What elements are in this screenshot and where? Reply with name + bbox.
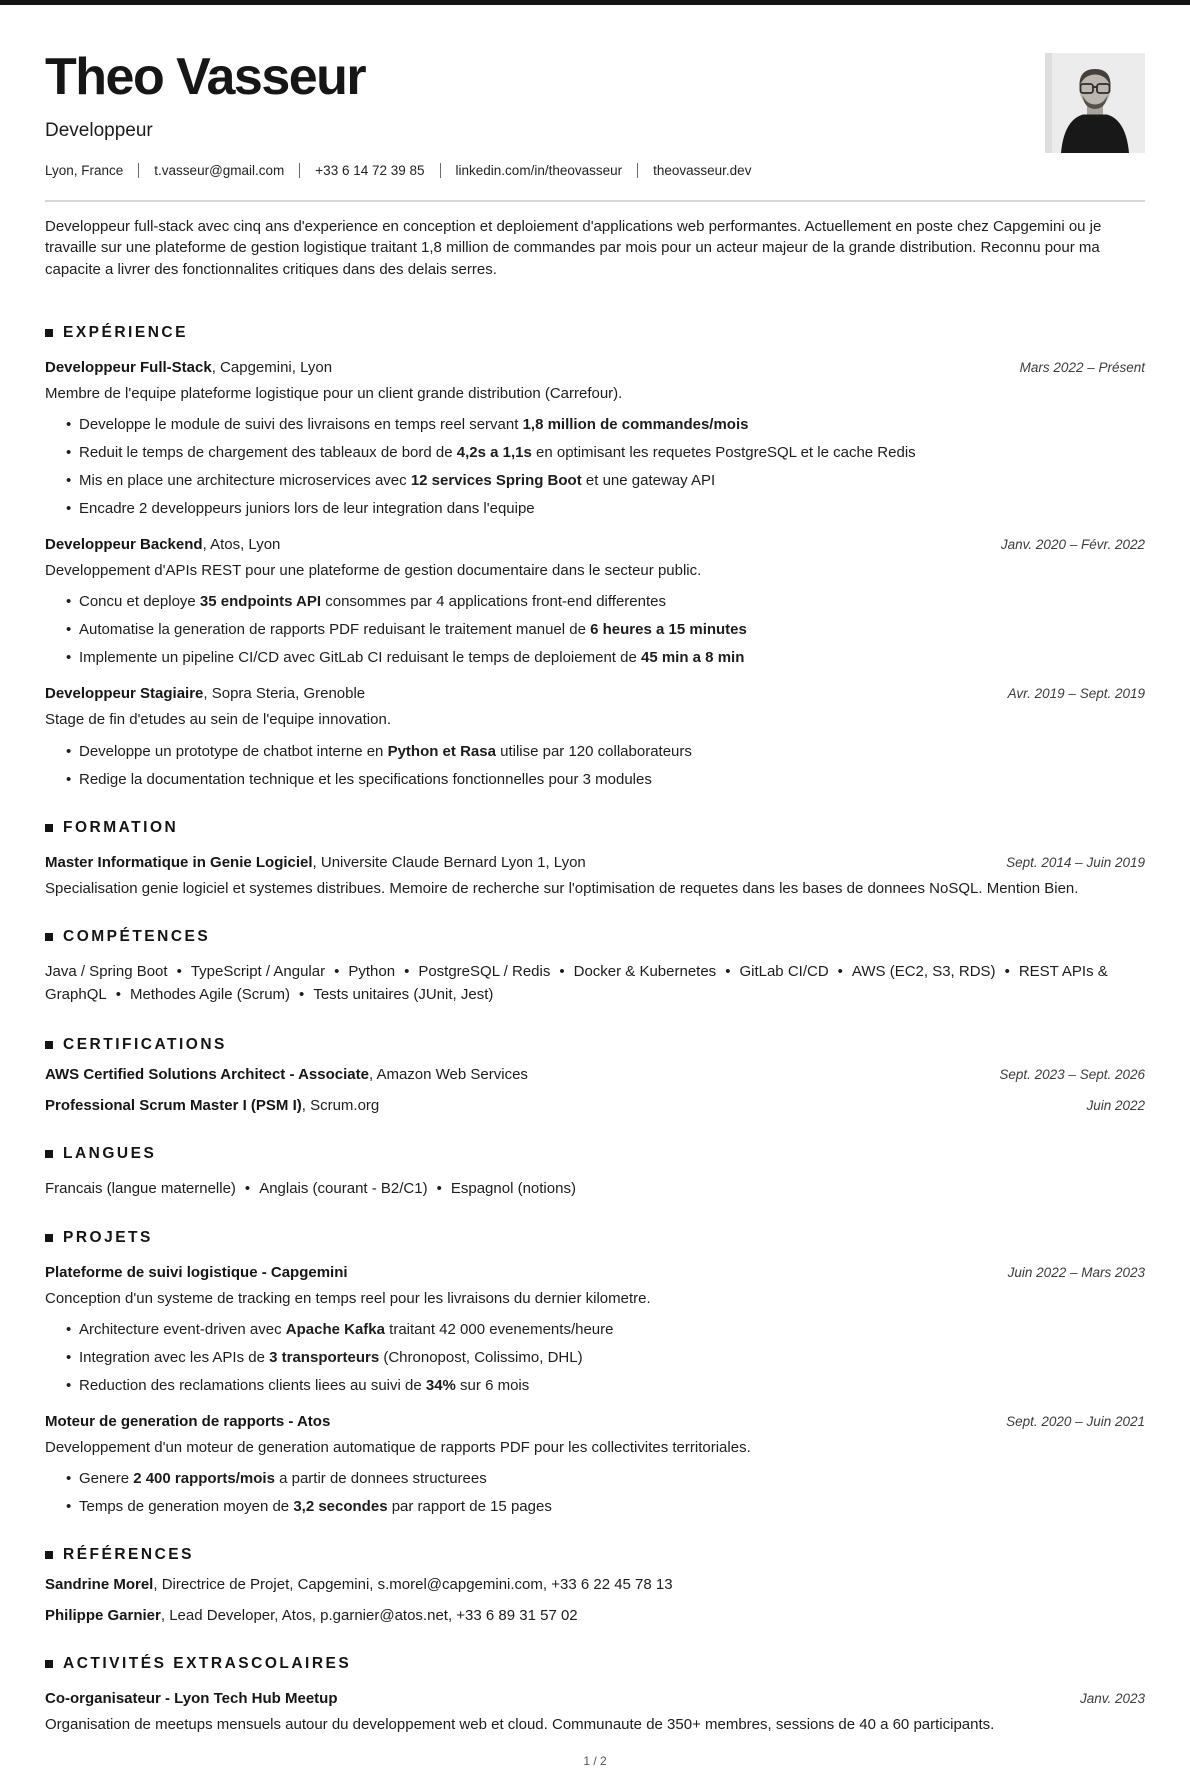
entry-date: Sept. 2023 – Sept. 2026: [999, 1066, 1145, 1082]
bullet-item: [45, 1347, 1145, 1368]
contact-item: theovasseur.dev: [653, 163, 752, 178]
section-projets: [45, 1229, 1145, 1518]
bullet-text: sur 6 mois: [455, 1377, 530, 1395]
resume-header: [45, 43, 1145, 178]
dot-separator: •: [436, 1179, 442, 1197]
dot-separator: •: [299, 986, 305, 1004]
dot-separator: •: [334, 963, 340, 981]
bullet-bold-text: 1,8 million de commandes/mois: [522, 416, 749, 434]
entry-subtitle: , Sopra Steria, Grenoble: [203, 685, 366, 703]
bullet-item: [45, 619, 1145, 640]
entry-title: [45, 683, 365, 704]
list-item: Tests unitaires (JUnit, Jest): [313, 986, 494, 1004]
section-heading-label: LANGUES: [63, 1144, 157, 1162]
bullet-bold-text: Apache Kafka: [285, 1321, 385, 1339]
entry-head: [45, 1262, 1145, 1283]
bullet-text: Temps de generation moyen de: [79, 1498, 294, 1516]
list-item: Methodes Agile (Scrum): [129, 986, 291, 1004]
entry-description: Membre de l'equipe plateforme logistique pour un client grande distribution (Carrefour).: [45, 384, 623, 402]
entry-head: [45, 1688, 1145, 1709]
entry-description: Stage de fin d'etudes au sein de l'equipe innovation.: [45, 711, 391, 729]
resume-entry: [45, 683, 1145, 789]
list-item: Docker & Kubernetes: [573, 963, 717, 981]
entry-title: [45, 1605, 578, 1626]
resume-entry: [45, 534, 1145, 668]
entry-title: [45, 1411, 330, 1432]
list-item: Francais (langue maternelle): [45, 1179, 236, 1197]
bullet-text: Developpe le module de suivi des livraisons en temps reel servant: [79, 416, 523, 434]
square-bullet-icon: [45, 1150, 53, 1158]
bullet-item: [45, 1468, 1145, 1489]
bullet-text: Implemente un pipeline CI/CD avec GitLab CI reduisant le temps de deploiement de: [79, 649, 641, 667]
header-text-block: [45, 43, 1045, 178]
bullet-text: en optimisant les requetes PostgreSQL et le cache Redis: [531, 444, 916, 462]
bullet-text: Genere: [79, 1470, 134, 1488]
resume-entry: [45, 1064, 1145, 1085]
list-item: TypeScript / Angular: [190, 963, 326, 981]
entry-title: [45, 357, 332, 378]
entry-date: Juin 2022: [1086, 1097, 1145, 1113]
bullet-text: et une gateway API: [581, 472, 716, 490]
entry-head: [45, 357, 1145, 378]
list-item: Anglais (courant - B2/C1): [259, 1179, 428, 1197]
entry-bullets: [45, 591, 1145, 668]
bullet-bold-text: 2 400 rapports/mois: [133, 1470, 275, 1488]
entry-head: [45, 1605, 1145, 1626]
bullet-text: Automatise la generation de rapports PDF reduisant le traitement manuel de: [79, 621, 591, 639]
square-bullet-icon: [45, 933, 53, 941]
entry-date: Juin 2022 – Mars 2023: [1007, 1264, 1145, 1280]
bullet-item: [45, 769, 1145, 790]
entry-title-main: Moteur de generation de rapports - Atos: [45, 1413, 331, 1431]
section-heading: [45, 1145, 1145, 1163]
bullet-text: par rapport de 15 pages: [387, 1498, 552, 1516]
list-item: REST APIs & GraphQL: [45, 963, 1108, 1004]
dot-separator: •: [837, 963, 843, 981]
entry-head: [45, 683, 1145, 704]
bullet-text: utilise par 120 collaborateurs: [495, 742, 692, 760]
bullet-item: [45, 414, 1145, 435]
entry-date: Mars 2022 – Présent: [1019, 359, 1145, 375]
contact-bar: [45, 163, 1045, 178]
section-heading: [45, 1229, 1145, 1247]
contact-separator: [138, 163, 139, 178]
entry-title: [45, 1262, 348, 1283]
square-bullet-icon: [45, 1660, 53, 1668]
entry-title: [45, 1064, 528, 1085]
section-certifications: [45, 1036, 1145, 1116]
resume-entry: [45, 1574, 1145, 1595]
entry-description: Developpement d'APIs REST pour une plateforme de gestion documentaire dans le secteur public.: [45, 562, 702, 580]
section-references: [45, 1546, 1145, 1626]
list-item: Espagnol (notions): [450, 1179, 576, 1197]
dot-separator: •: [404, 963, 410, 981]
section-heading-label: COMPÉTENCES: [63, 928, 211, 946]
bullet-bold-text: 6 heures a 15 minutes: [590, 621, 747, 639]
entry-subtitle: , Amazon Web Services: [368, 1065, 528, 1083]
entry-subtitle: , Lead Developer, Atos, p.garnier@atos.net, +33 6 89 31 57 02: [160, 1607, 578, 1625]
entry-date: Sept. 2014 – Juin 2019: [1006, 854, 1145, 870]
entry-subtitle: , Directrice de Projet, Capgemini, s.morel@capgemini.com, +33 6 22 45 78 13: [153, 1576, 673, 1594]
section-heading-label: ACTIVITÉS EXTRASCOLAIRES: [63, 1655, 352, 1673]
entry-head: [45, 1574, 1145, 1595]
entry-subtitle: , Universite Claude Bernard Lyon 1, Lyon: [312, 853, 586, 871]
competences-list: [45, 960, 1145, 1007]
entry-date: Sept. 2020 – Juin 2021: [1006, 1414, 1145, 1430]
section-competences: [45, 928, 1145, 1007]
person-role: Developpeur: [45, 120, 153, 141]
entry-bullets: [45, 1468, 1145, 1517]
bullet-text: (Chronopost, Colissimo, DHL): [379, 1349, 583, 1367]
resume-entry: [45, 357, 1145, 519]
contact-item: Lyon, France: [45, 163, 124, 178]
entry-title: [45, 1095, 379, 1116]
square-bullet-icon: [45, 1551, 53, 1559]
bullet-item: [45, 741, 1145, 762]
bullet-text: Developpe un prototype de chatbot interne en: [79, 742, 388, 760]
contact-item: +33 6 14 72 39 85: [315, 163, 425, 178]
section-heading: [45, 1655, 1145, 1673]
section-heading-label: CERTIFICATIONS: [63, 1035, 227, 1053]
section-experience: [45, 324, 1145, 790]
bullet-text: Redige la documentation technique et les specifications fonctionnelles pour 3 modules: [79, 770, 652, 788]
langues-list: [45, 1177, 1145, 1200]
section-heading-label: RÉFÉRENCES: [63, 1546, 194, 1564]
entry-head: [45, 534, 1145, 555]
entry-title-main: Philippe Garnier: [45, 1607, 161, 1625]
summary-paragraph: Developpeur full-stack avec cinq ans d'experience en conception et deploiement d'applications web performantes. Actuellement en poste chez Capgemini ou je travaille sur une plateforme de gestion logistique traitant 1,8 million de commandes par mois pour un acteur majeur de la grande distribution. Reconnu pour ma capacite a livrer des fonctionnalites critiques dans des delais serres.: [45, 218, 1102, 278]
dot-separator: •: [115, 986, 121, 1004]
entry-title-main: Developpeur Full-Stack: [45, 358, 212, 376]
entry-title-main: Plateforme de suivi logistique - Capgemini: [45, 1263, 348, 1281]
dot-separator: •: [725, 963, 731, 981]
entry-head: [45, 1064, 1145, 1085]
list-item: GitLab CI/CD: [739, 963, 829, 981]
entry-description: Conception d'un systeme de tracking en temps reel pour les livraisons du dernier kilometre.: [45, 1289, 651, 1307]
square-bullet-icon: [45, 824, 53, 832]
section-activites: [45, 1655, 1145, 1735]
section-heading: [45, 819, 1145, 837]
resume-entry: [45, 1262, 1145, 1396]
bullet-text: Concu et deploye: [79, 593, 200, 611]
resume-entry: [45, 1095, 1145, 1116]
page-number: 1 / 2: [583, 1753, 607, 1768]
bullet-item: [45, 498, 1145, 519]
square-bullet-icon: [45, 329, 53, 337]
bullet-item: [45, 1496, 1145, 1517]
bullet-bold-text: 3 transporteurs: [269, 1349, 380, 1367]
list-item: AWS (EC2, S3, RDS): [851, 963, 996, 981]
bullet-item: [45, 1375, 1145, 1396]
bullet-text: consommes par 4 applications front-end differentes: [321, 593, 666, 611]
entry-head: [45, 1095, 1145, 1116]
bullet-text: Integration avec les APIs de: [79, 1349, 270, 1367]
bullet-text: Mis en place une architecture microservices avec: [79, 472, 411, 490]
entry-title: [45, 1688, 338, 1709]
square-bullet-icon: [45, 1234, 53, 1242]
entry-bullets: [45, 741, 1145, 790]
section-formation: [45, 819, 1145, 899]
section-heading: [45, 928, 1145, 946]
bullet-item: [45, 591, 1145, 612]
contact-item: linkedin.com/in/theovasseur: [455, 163, 623, 178]
entry-title-main: Professional Scrum Master I (PSM I): [45, 1096, 302, 1114]
entry-title: [45, 534, 280, 555]
person-name: Theo Vasseur: [45, 48, 366, 106]
dot-separator: •: [244, 1179, 251, 1197]
bullet-text: Reduction des reclamations clients liees au suivi de: [79, 1377, 426, 1395]
page-content: [0, 5, 1190, 1791]
bullet-bold-text: 34%: [425, 1377, 456, 1395]
entry-bullets: [45, 414, 1145, 519]
bullet-bold-text: 12 services Spring Boot: [410, 472, 582, 490]
bullet-bold-text: Python et Rasa: [387, 742, 496, 760]
bullet-item: [45, 470, 1145, 491]
bullet-bold-text: 4,2s a 1,1s: [456, 444, 532, 462]
entry-title: [45, 852, 586, 873]
resume-entry: [45, 852, 1145, 899]
contact-separator: [440, 163, 441, 178]
entry-title-main: Developpeur Backend: [45, 536, 203, 554]
section-heading-label: EXPÉRIENCE: [63, 323, 188, 341]
list-item: Java / Spring Boot: [45, 963, 168, 981]
entry-description: Specialisation genie logiciel et systemes distribues. Memoire de recherche sur l'optimisation de requetes dans les bases de donnees NoSQL. Mention Bien.: [45, 879, 1079, 897]
entry-subtitle: , Scrum.org: [301, 1096, 380, 1114]
bullet-item: [45, 647, 1145, 668]
entry-description: Developpement d'un moteur de generation automatique de rapports PDF pour les collectivites territoriales.: [45, 1439, 751, 1457]
bullet-bold-text: 45 min a 8 min: [640, 649, 745, 667]
header-divider: [45, 200, 1145, 202]
entry-title-main: Sandrine Morel: [45, 1576, 154, 1594]
section-heading: [45, 324, 1145, 342]
entry-title-main: Co-organisateur - Lyon Tech Hub Meetup: [45, 1690, 338, 1708]
bullet-text: Architecture event-driven avec: [79, 1321, 286, 1339]
bullet-text: traitant 42 000 evenements/heure: [384, 1321, 614, 1339]
bullet-text: a partir de donnees structurees: [274, 1470, 487, 1488]
entry-title: [45, 1574, 673, 1595]
section-heading-label: FORMATION: [63, 818, 179, 836]
entry-subtitle: , Atos, Lyon: [202, 536, 281, 554]
bullet-text: Reduit le temps de chargement des tableaux de bord de: [79, 444, 457, 462]
resume-sections: [45, 295, 1145, 1736]
entry-head: [45, 852, 1145, 873]
entry-description: Organisation de meetups mensuels autour du developpement web et cloud. Communaute de 350+ membres, sessions de 40 a 60 participants.: [45, 1716, 995, 1734]
resume-entry: [45, 1605, 1145, 1626]
resume-entry: [45, 1411, 1145, 1517]
entry-date: Janv. 2023: [1079, 1691, 1145, 1707]
list-item: Python: [348, 963, 396, 981]
bullet-text: Encadre 2 developpeurs juniors lors de leur integration dans l'equipe: [79, 500, 535, 518]
bullet-item: [45, 1319, 1145, 1340]
resume-entry: [45, 1688, 1145, 1735]
bullet-bold-text: 3,2 secondes: [293, 1498, 388, 1516]
entry-subtitle: , Capgemini, Lyon: [211, 358, 333, 376]
contact-item: t.vasseur@gmail.com: [154, 163, 285, 178]
list-item: PostgreSQL / Redis: [418, 963, 551, 981]
dot-separator: •: [176, 963, 182, 981]
contact-separator: [637, 163, 638, 178]
square-bullet-icon: [45, 1041, 53, 1049]
bullet-bold-text: 35 endpoints API: [199, 593, 322, 611]
entry-head: [45, 1411, 1145, 1432]
entry-date: Avr. 2019 – Sept. 2019: [1007, 686, 1145, 702]
contact-separator: [299, 163, 300, 178]
entry-date: Janv. 2020 – Févr. 2022: [1000, 537, 1145, 553]
dot-separator: •: [1004, 963, 1010, 981]
dot-separator: •: [559, 963, 565, 981]
entry-title-main: AWS Certified Solutions Architect - Associate: [45, 1065, 369, 1083]
section-heading-label: PROJETS: [63, 1228, 153, 1246]
person-portrait-icon: [1045, 53, 1145, 153]
bullet-item: [45, 442, 1145, 463]
entry-title-main: Developpeur Stagiaire: [45, 685, 204, 703]
section-heading: [45, 1036, 1145, 1054]
entry-title-main: Master Informatique in Genie Logiciel: [45, 853, 313, 871]
section-langues: [45, 1145, 1145, 1200]
entry-bullets: [45, 1319, 1145, 1396]
section-heading: [45, 1546, 1145, 1564]
profile-photo: [1045, 53, 1145, 153]
